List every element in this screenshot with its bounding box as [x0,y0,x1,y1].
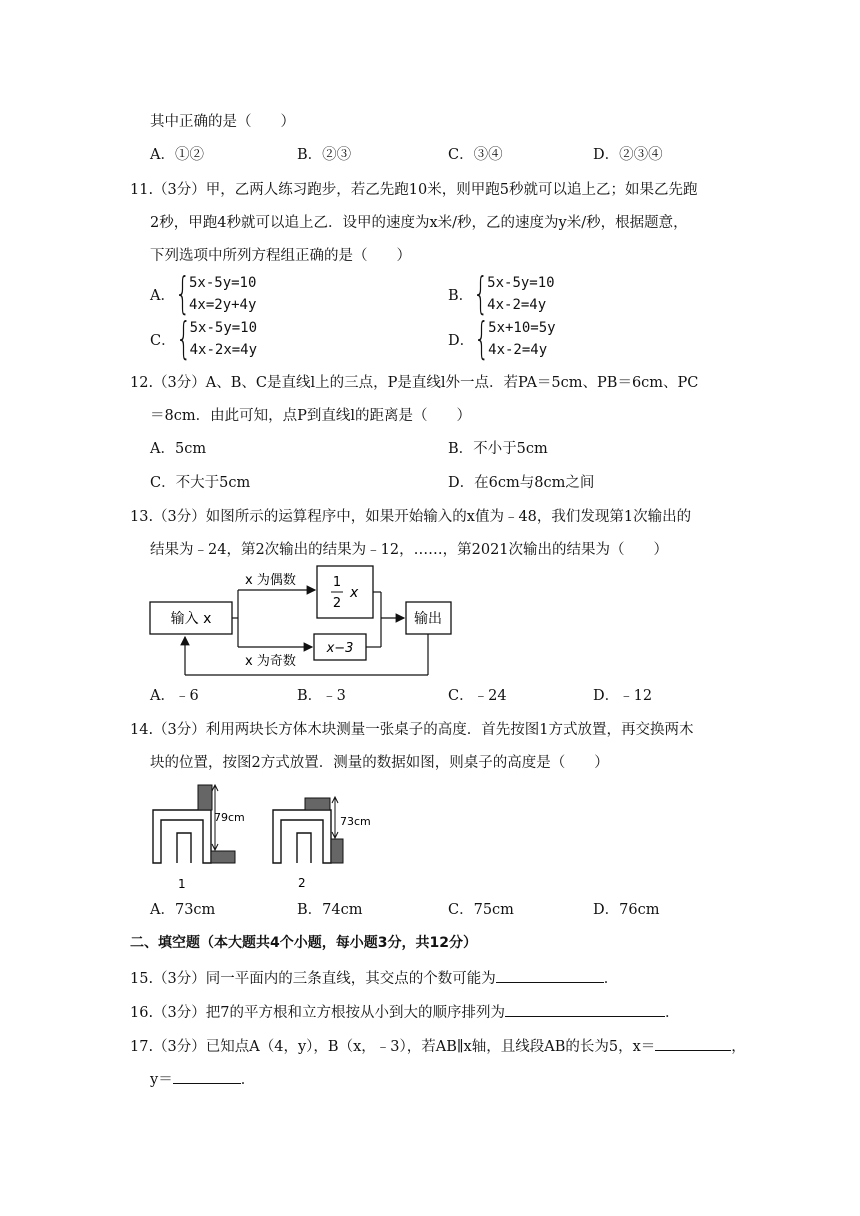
flow-minus-text: x−3 [326,641,354,656]
fig1-measure: 79cm [214,811,245,824]
q12-option-d: D．在6cm与8cm之间 [448,475,595,491]
fig1-caption: 1 [178,877,186,891]
q11-option-b [448,268,555,319]
block-upright-2 [331,839,343,863]
equation: 5x-5y=10 [189,320,258,336]
equation: 5x-5y=10 [188,275,257,291]
section-heading: 二、填空题（本大题共4个小题，每小题3分，共12分） [130,935,477,951]
q11-option-d [448,313,556,364]
q15-text: 15.（3分）同一平面内的三条直线，其交点的个数可能为 [130,971,496,987]
q14-option-b: B．74cm [297,902,363,918]
fig2-measure: 73cm [340,815,371,828]
q16-end: ． [665,1005,680,1021]
q17-line-2 [150,1068,255,1090]
equation: 4x-2x=4y [189,342,258,358]
q11-option-c [150,313,258,364]
q15-answer-blank[interactable] [496,967,604,983]
q16-answer-blank[interactable] [505,1001,665,1017]
q17-comma: ， [731,1039,746,1055]
flow-odd-label: x 为奇数 [245,654,296,669]
equation: 5x+10=5y [488,320,556,336]
flow-half-denominator: 2 [332,596,342,611]
block-flat-2 [305,798,330,810]
q15-end: ． [603,971,619,987]
q17-x-blank[interactable] [655,1035,731,1051]
table-1 [153,810,211,863]
q14-option-a: A．73cm [150,902,216,918]
equation: 4x=2y+4y [188,297,257,313]
flow-even-label: x 为偶数 [245,573,296,588]
q17-line-1 [130,1035,746,1057]
q17-text: 17.（3分）已知点A（4，y），B（x，﹣3），若AB∥x轴，且线段AB的长为5，x＝ [130,1039,656,1055]
q17-y-label: y＝ [150,1072,173,1088]
q10-option-b: B．②③ [297,147,352,163]
q16-text: 16.（3分）把7的平方根和立方根按从小到大的顺序排列为 [130,1005,506,1021]
q10-option-a: A．①② [150,147,204,163]
flow-input-text: 输入 x [170,611,212,627]
q11-line-1: 11.（3分）甲，乙两人练习跑步，若乙先跑10米，则甲跑5秒就可以追上乙；如果乙先跑 [130,182,698,198]
q13-option-a: A．﹣6 [150,688,199,704]
q13-line-2: 结果为﹣24，第2次输出的结果为﹣12，……，第2021次输出的结果为（ ） [150,542,669,558]
flow-half-box [317,566,373,618]
q10-tail: 其中正确的是（ ） [150,114,295,130]
block-upright-1 [198,785,212,810]
q16 [130,1001,680,1023]
brace-icon: { [175,313,192,364]
q13-option-b: B．﹣3 [297,688,346,704]
q12-option-c: C．不大于5cm [150,475,251,491]
brace-icon: { [473,268,489,319]
q13-option-c: C．﹣24 [448,688,507,704]
brace-icon: { [474,313,490,364]
equation: 4x-2=4y [487,297,547,313]
flow-half-numerator: 1 [332,575,342,590]
q15 [130,967,618,989]
q14-option-d: D．76cm [593,902,660,918]
fig2-caption: 2 [298,876,306,890]
q11-line-2: 2秒，甲跑4秒就可以追上乙．设甲的速度为x米/秒，乙的速度为y米/秒，根据题意， [150,215,688,231]
q14-option-c: C．75cm [448,902,514,918]
q14-line-2: 块的位置，按图2方式放置．测量的数据如图，则桌子的高度是（ ） [150,755,609,771]
q12-line-1: 12.（3分）A、B、C是直线l上的三点，P是直线l外一点．若PA＝5cm、PB＝6cm、PC [130,375,699,391]
flow-output-text: 输出 [414,611,442,627]
option-label: A． [150,287,175,304]
option-label: C． [150,332,176,349]
q17-end: ． [240,1072,256,1088]
block-flat-1 [211,851,235,863]
option-label: B． [448,287,474,304]
q14-line-1: 14.（3分）利用两块长方体木块测量一张桌子的高度．首先按图1方式放置，再交换两木 [130,722,694,738]
flow-half-variable: x [350,585,359,601]
q13-flowchart [145,562,465,682]
q10-option-d: D．②③④ [593,147,663,163]
q12-option-b: B．不小于5cm [448,441,548,457]
q12-line-2: ＝8cm．由此可知，点P到直线l的距离是（ ） [150,408,471,424]
q11-line-3: 下列选项中所列方程组正确的是（ ） [150,248,411,264]
table-2 [273,810,331,863]
q14-figures [145,780,395,895]
q10-option-c: C．③④ [448,147,503,163]
q13-option-d: D．﹣12 [593,688,653,704]
q11-option-a [150,268,257,319]
q12-option-a: A．5cm [150,441,207,457]
option-label: D． [448,332,475,349]
equation: 5x-5y=10 [487,275,555,291]
q17-y-blank[interactable] [173,1068,241,1084]
brace-icon: { [174,268,191,319]
equation: 4x-2=4y [488,342,548,358]
q13-line-1: 13.（3分）如图所示的运算程序中，如果开始输入的x值为﹣48，我们发现第1次输出的 [130,509,692,525]
